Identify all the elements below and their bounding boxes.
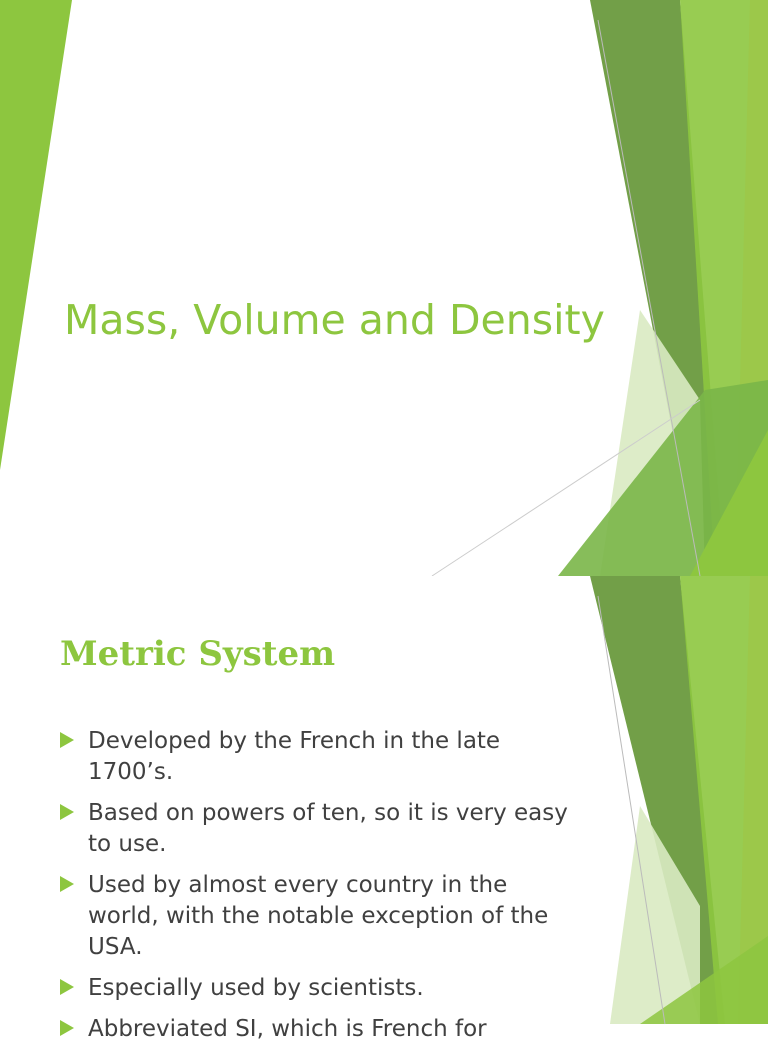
slide-title: Metric System: [60, 634, 336, 674]
triangle-bullet-icon: [60, 876, 74, 892]
list-item: [58, 1014, 578, 1045]
triangle-bullet-icon: [60, 979, 74, 995]
bullet-text: Based on powers of ten, so it is very easy to use.: [88, 800, 568, 857]
list-item: [58, 726, 578, 788]
triangle-bullet-icon: [60, 732, 74, 748]
content-slide: [0, 576, 768, 1042]
triangle-bullet-icon: [60, 1020, 74, 1036]
list-item: [58, 973, 578, 1004]
list-item: [58, 870, 578, 963]
left-accent-shape: [0, 0, 72, 470]
bullet-text: Used by almost every country in the world, with the notable exception of the USA.: [88, 872, 549, 960]
bullet-text: Abbreviated SI, which is French for: [88, 1016, 487, 1042]
slide-title: Mass, Volume and Density: [64, 296, 605, 344]
bullet-list: [58, 726, 578, 1055]
bullet-text: Especially used by scientists.: [88, 975, 424, 1001]
triangle-bullet-icon: [60, 804, 74, 820]
list-item: [58, 798, 578, 860]
bullet-text: Developed by the French in the late 1700’s.: [88, 728, 501, 785]
